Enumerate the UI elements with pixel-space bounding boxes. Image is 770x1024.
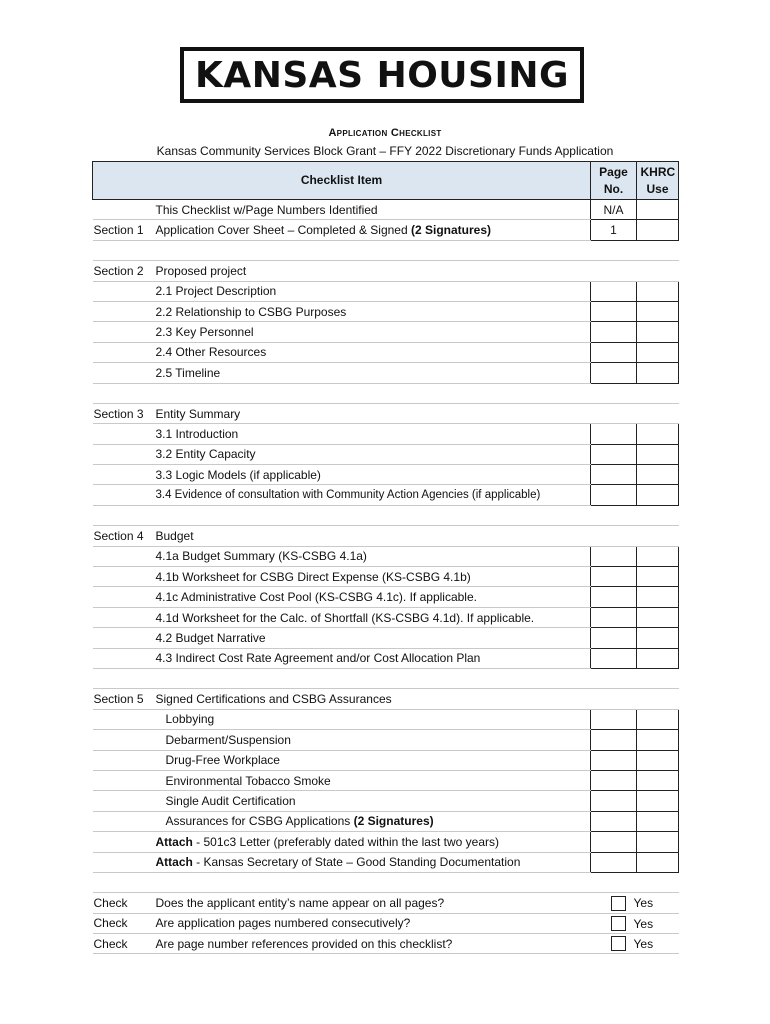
row-item: 2.1 Project Description — [155, 281, 591, 301]
khrc-cell[interactable] — [637, 770, 679, 790]
page-no-cell[interactable] — [591, 628, 637, 648]
khrc-cell[interactable] — [637, 444, 679, 464]
table-row — [93, 587, 679, 607]
signature-note: (2 Signatures) — [411, 223, 492, 238]
khrc-cell[interactable] — [637, 607, 679, 627]
table-row — [93, 322, 679, 342]
page-no-cell[interactable] — [591, 770, 637, 790]
row-item: Budget — [155, 526, 591, 546]
page-no-cell[interactable] — [591, 750, 637, 770]
row-item: Drug-Free Workplace — [155, 750, 591, 770]
khrc-cell[interactable] — [637, 832, 679, 852]
table-row — [93, 811, 679, 831]
row-item: Entity Summary — [155, 403, 591, 423]
section-label: Section 2 — [93, 261, 155, 281]
khrc-cell[interactable] — [637, 628, 679, 648]
header-khrc-label: KHRC Use — [640, 164, 676, 196]
row-item: Lobbying — [155, 709, 591, 729]
row-item: 2.5 Timeline — [155, 363, 591, 383]
check-question: Are page number references provided on this checklist? — [155, 934, 591, 954]
yes-checkbox[interactable] — [611, 936, 626, 951]
page-no-cell[interactable] — [591, 465, 637, 485]
khrc-cell[interactable] — [637, 587, 679, 607]
yes-label: Yes — [633, 896, 654, 911]
page-no-cell[interactable] — [591, 301, 637, 321]
table-row — [93, 301, 679, 321]
yes-checkbox[interactable] — [611, 896, 626, 911]
khrc-cell[interactable] — [637, 322, 679, 342]
table-row — [93, 424, 679, 444]
khrc-cell[interactable] — [637, 546, 679, 566]
yes-label: Yes — [633, 936, 654, 951]
table-row — [93, 628, 679, 648]
khrc-cell[interactable] — [637, 852, 679, 872]
signature-note: (2 Signatures) — [353, 814, 434, 829]
blank-row — [93, 505, 679, 525]
table-row — [93, 465, 679, 485]
khrc-cell[interactable] — [637, 709, 679, 729]
table-row — [93, 709, 679, 729]
table-row — [93, 342, 679, 362]
khrc-cell[interactable] — [637, 281, 679, 301]
page-no-cell[interactable] — [591, 363, 637, 383]
blank-row — [93, 240, 679, 260]
attach-label: Attach — [155, 834, 193, 849]
row-item: 4.1a Budget Summary (KS-CSBG 4.1a) — [155, 546, 591, 566]
row-item: 4.1b Worksheet for CSBG Direct Expense (KS-CSBG 4.1b) — [155, 567, 591, 587]
page-no-cell[interactable] — [591, 281, 637, 301]
khrc-cell[interactable] — [637, 811, 679, 831]
page-no-cell[interactable] — [591, 791, 637, 811]
check-question: Does the applicant entity’s name appear on all pages? — [155, 893, 591, 913]
table-row — [93, 200, 679, 220]
table-row — [93, 648, 679, 668]
header-checklist-item: Checklist Item — [93, 162, 591, 200]
yes-label: Yes — [633, 916, 654, 931]
table-row — [93, 832, 679, 852]
khrc-cell[interactable] — [637, 301, 679, 321]
row-item: Debarment/Suspension — [155, 730, 591, 750]
khrc-cell[interactable] — [637, 363, 679, 383]
page-no-cell[interactable] — [591, 444, 637, 464]
table-row — [93, 363, 679, 383]
table-row — [93, 444, 679, 464]
row-item: This Checklist w/Page Numbers Identified — [155, 200, 591, 220]
row-item: 4.1d Worksheet for the Calc. of Shortfall (KS-CSBG 4.1d). If applicable. — [155, 607, 591, 627]
row-item: Environmental Tobacco Smoke — [155, 770, 591, 790]
khrc-cell[interactable] — [637, 200, 679, 220]
page-no-cell[interactable] — [591, 648, 637, 668]
row-item: 3.2 Entity Capacity — [155, 444, 591, 464]
row-item: 4.1c Administrative Cost Pool (KS-CSBG 4.1c). If applicable. — [155, 587, 591, 607]
table-row — [93, 281, 679, 301]
yes-checkbox[interactable] — [611, 916, 626, 931]
table-row — [93, 607, 679, 627]
page-no-cell[interactable] — [591, 730, 637, 750]
section-label: Section 4 — [93, 526, 155, 546]
attach-label: Attach — [155, 855, 193, 870]
page-no-cell[interactable] — [591, 546, 637, 566]
row-item: 2.4 Other Resources — [155, 342, 591, 362]
khrc-cell[interactable] — [637, 465, 679, 485]
khrc-cell[interactable] — [637, 424, 679, 444]
row-item: 3.1 Introduction — [155, 424, 591, 444]
section-label: Section 1 — [93, 220, 155, 240]
application-checklist-table — [92, 161, 679, 954]
table-row — [93, 403, 679, 423]
khrc-cell[interactable] — [637, 567, 679, 587]
row-item: Attach - 501c3 Letter (preferably dated within the last two years) — [155, 832, 591, 852]
table-row — [93, 526, 679, 546]
document-title: Application Checklist — [328, 127, 442, 139]
page-no-cell[interactable] — [591, 342, 637, 362]
row-item: Proposed project — [155, 261, 591, 281]
table-header-row — [93, 162, 679, 200]
page-no-cell[interactable]: N/A — [591, 200, 637, 220]
table-row — [93, 689, 679, 709]
page-no-cell[interactable] — [591, 567, 637, 587]
table-row — [93, 567, 679, 587]
page-no-cell[interactable] — [591, 832, 637, 852]
section-label: Section 3 — [93, 403, 155, 423]
page-no-cell[interactable] — [591, 587, 637, 607]
table-row — [93, 730, 679, 750]
row-item: Assurances for CSBG Applications (2 Signatures) — [155, 811, 591, 831]
khrc-cell[interactable] — [637, 342, 679, 362]
row-item: 4.3 Indirect Cost Rate Agreement and/or Cost Allocation Plan — [155, 648, 591, 668]
row-item: Application Cover Sheet – Completed & Signed (2 Signatures) — [155, 220, 591, 240]
blank-row — [93, 668, 679, 688]
row-item: 2.2 Relationship to CSBG Purposes — [155, 301, 591, 321]
table-row — [93, 485, 679, 505]
check-label: Check — [93, 913, 155, 933]
khrc-cell[interactable] — [637, 750, 679, 770]
page-no-cell[interactable] — [591, 485, 637, 505]
table-row — [93, 770, 679, 790]
kansas-housing-logo — [180, 47, 584, 103]
table-row — [93, 750, 679, 770]
page-no-cell[interactable] — [591, 424, 637, 444]
blank-row — [93, 383, 679, 403]
table-row — [93, 546, 679, 566]
section-label: Section 5 — [93, 689, 155, 709]
table-row — [93, 220, 679, 240]
page-no-cell[interactable] — [591, 607, 637, 627]
check-label: Check — [93, 934, 155, 954]
check-row — [93, 913, 679, 933]
row-item: Attach - Kansas Secretary of State – Good Standing Documentation — [155, 852, 591, 872]
document-subtitle: Kansas Community Services Block Grant – FFY 2022 Discretionary Funds Application — [156, 144, 614, 158]
row-item: 4.2 Budget Narrative — [155, 628, 591, 648]
blank-row — [93, 872, 679, 892]
check-question: Are application pages numbered consecutively? — [155, 913, 591, 933]
page-no-cell[interactable] — [591, 811, 637, 831]
khrc-cell[interactable] — [637, 730, 679, 750]
page-no-cell[interactable] — [591, 852, 637, 872]
header-page-no — [591, 162, 637, 200]
table-row — [93, 852, 679, 872]
row-item: Signed Certifications and CSBG Assurances — [155, 689, 591, 709]
logo-text: KANSAS HOUSING — [194, 54, 570, 96]
khrc-cell[interactable] — [637, 220, 679, 240]
check-label: Check — [93, 893, 155, 913]
header-khrc-use — [637, 162, 679, 200]
table-row — [93, 261, 679, 281]
row-item: 3.4 Evidence of consultation with Community Action Agencies (if applicable) — [155, 485, 591, 505]
header-page-label: Page No. — [599, 164, 628, 196]
khrc-cell[interactable] — [637, 485, 679, 505]
check-row — [93, 893, 679, 913]
row-item: Single Audit Certification — [155, 791, 591, 811]
check-row — [93, 934, 679, 954]
page-no-cell[interactable] — [591, 709, 637, 729]
row-item: 2.3 Key Personnel — [155, 322, 591, 342]
khrc-cell[interactable] — [637, 791, 679, 811]
row-item: 3.3 Logic Models (if applicable) — [155, 465, 591, 485]
table-row — [93, 791, 679, 811]
page-no-cell[interactable]: 1 — [591, 220, 637, 240]
khrc-cell[interactable] — [637, 648, 679, 668]
page-no-cell[interactable] — [591, 322, 637, 342]
